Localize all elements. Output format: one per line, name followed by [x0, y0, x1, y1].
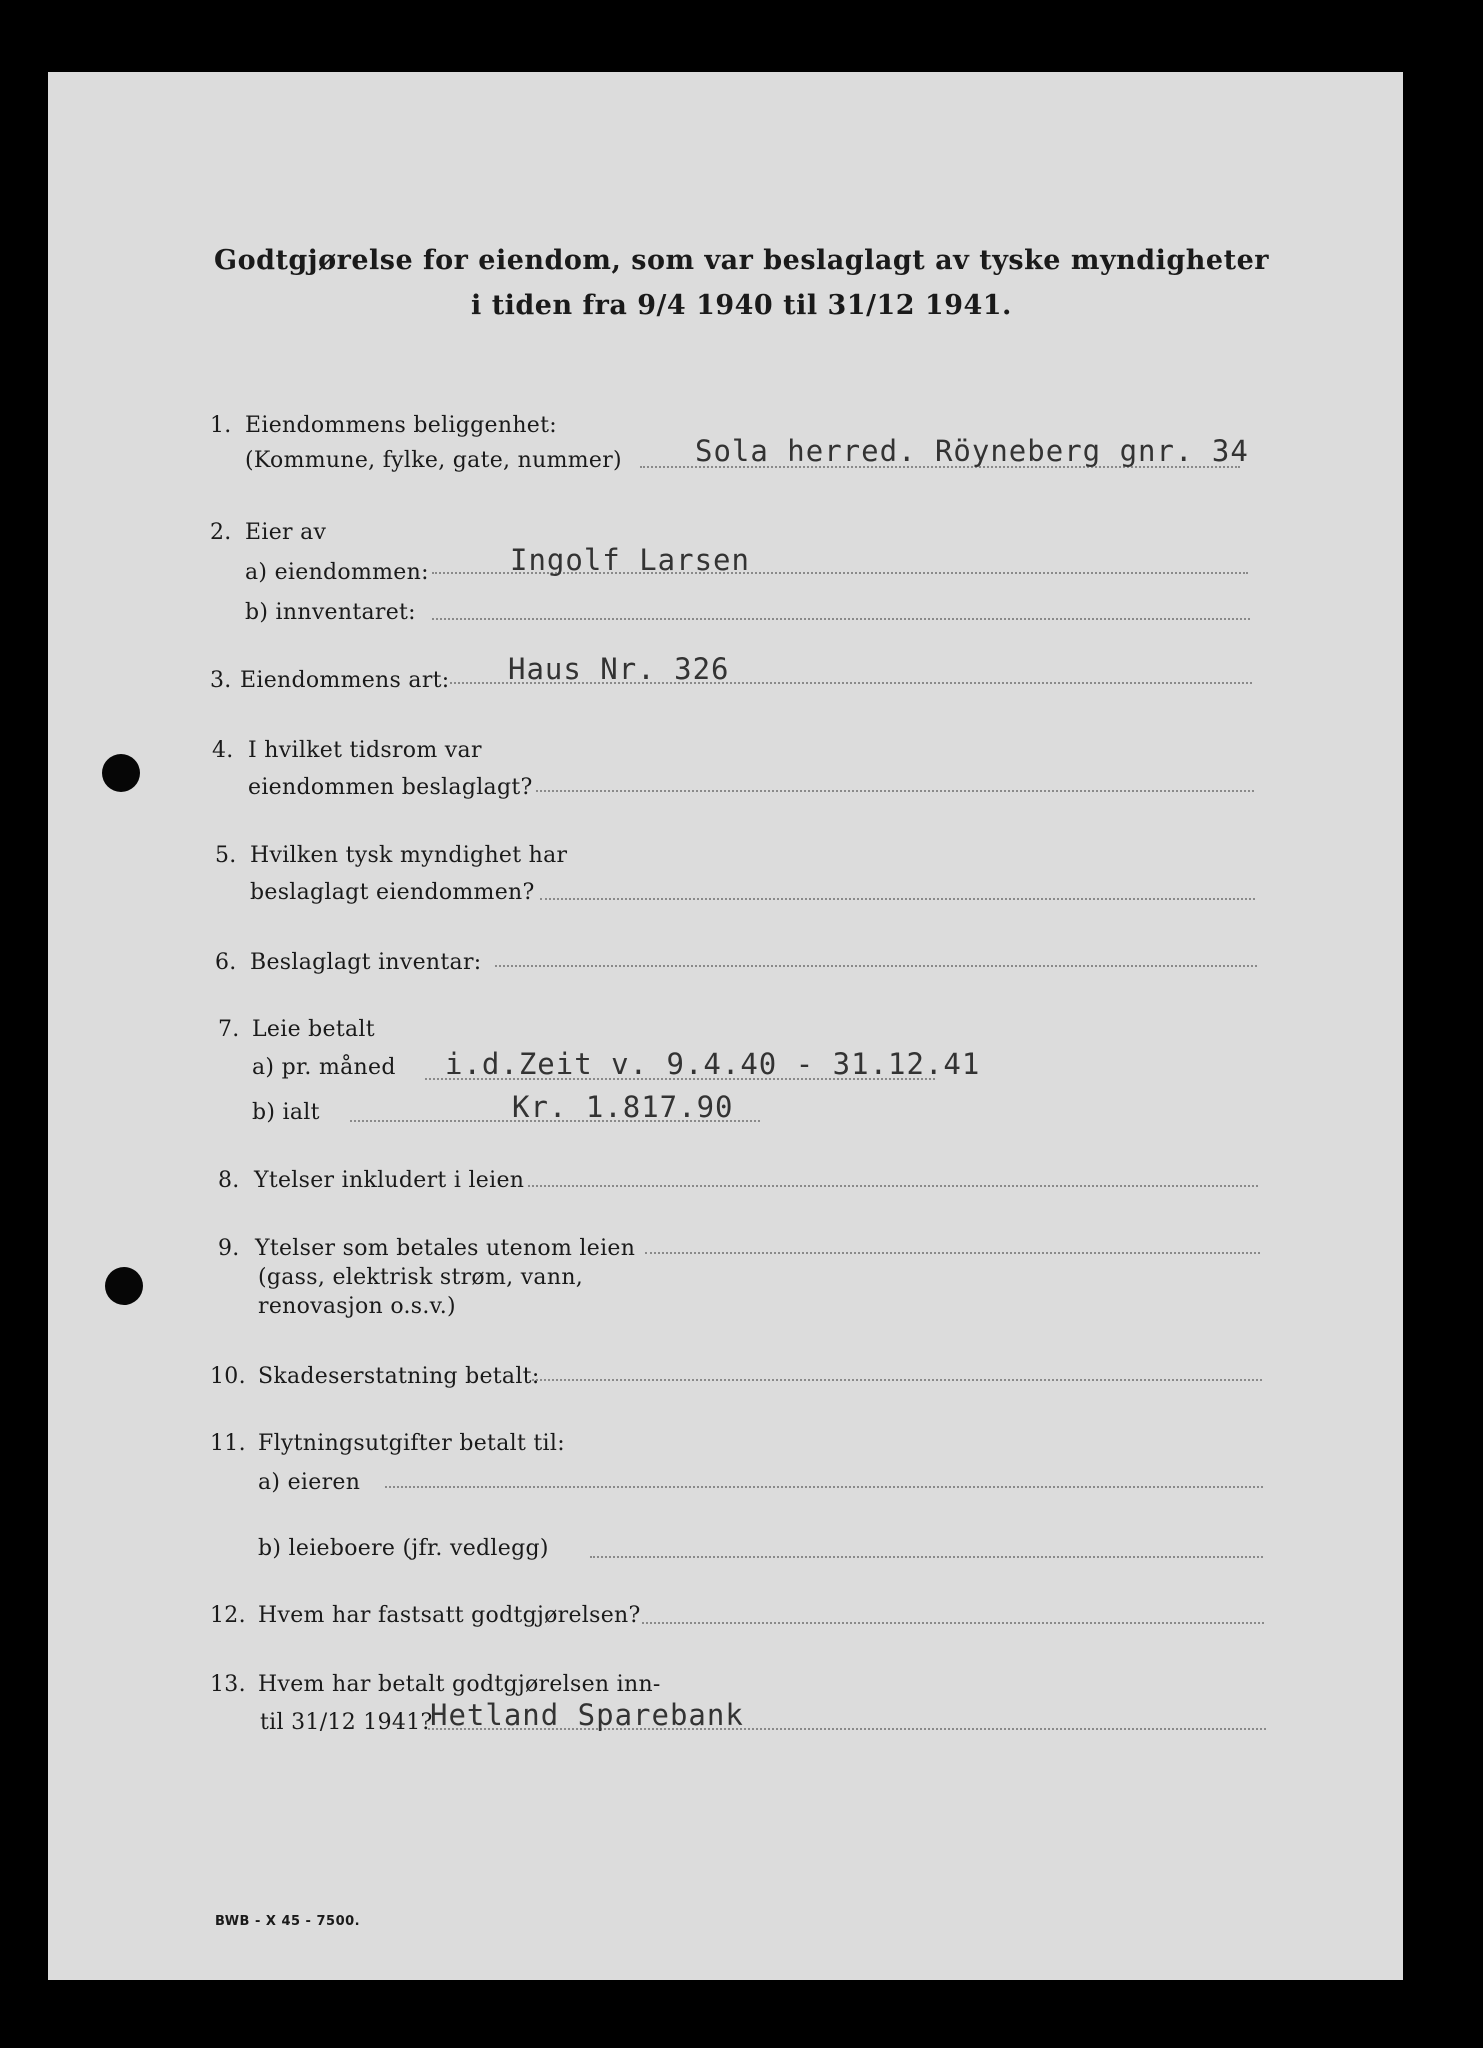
punch-hole-bottom — [105, 1267, 143, 1305]
q4-label: I hvilket tidsrom var — [248, 738, 482, 763]
q5-label: Hvilken tysk myndighet har — [250, 843, 568, 868]
q4-number: 4. — [212, 738, 234, 763]
q7b-label: b) ialt — [252, 1100, 320, 1125]
q12-label: Hvem har fastsatt godtgjørelsen? — [258, 1603, 641, 1628]
q4-answer-line — [536, 790, 1254, 792]
q3-answer: Haus Nr. 326 — [508, 652, 730, 686]
q1-label: Eiendommens beliggenhet: — [245, 413, 557, 438]
q12-number: 12. — [210, 1603, 246, 1628]
q2b-label: b) innventaret: — [245, 600, 416, 625]
q9-label: Ytelser som betales utenom leien — [255, 1236, 636, 1261]
form-title-line-2: i tiden fra 9/4 1940 til 31/12 1941. — [471, 290, 1012, 321]
q8-label: Ytelser inkludert i leien — [254, 1168, 525, 1193]
q11-label: Flytningsutgifter betalt til: — [258, 1431, 565, 1456]
q11b-answer-line — [590, 1556, 1263, 1558]
q6-number: 6. — [215, 950, 237, 975]
q8-number: 8. — [218, 1168, 240, 1193]
q3-number: 3. — [210, 668, 232, 693]
q12-answer-line — [642, 1622, 1264, 1624]
q2a-answer: Ingolf Larsen — [510, 543, 750, 577]
q11a-answer-line — [385, 1486, 1263, 1488]
q9-label-line3: renovasjon o.s.v.) — [258, 1294, 456, 1319]
q1-number: 1. — [210, 413, 232, 438]
q4-label-line2: eiendommen beslaglagt? — [248, 775, 533, 800]
q13-label-line2: til 31/12 1941? — [260, 1710, 433, 1735]
q11b-label: b) leieboere (jfr. vedlegg) — [258, 1536, 549, 1561]
q5-answer-line — [540, 898, 1255, 900]
form-title-line-1: Godtgjørelse for eiendom, som var beslaglagt av tyske myndigheter — [214, 245, 1269, 276]
q2b-answer-line — [432, 618, 1250, 620]
q10-answer-line — [532, 1379, 1262, 1381]
q6-answer-line — [495, 965, 1257, 967]
q13-answer: Hetland Sparebank — [430, 1698, 744, 1732]
q1-sublabel: (Kommune, fylke, gate, nummer) — [245, 448, 622, 473]
q2a-label: a) eiendommen: — [245, 560, 429, 585]
q11-number: 11. — [210, 1431, 246, 1456]
q9-number: 9. — [218, 1236, 240, 1261]
q7a-answer: i.d.Zeit v. 9.4.40 - 31.12.41 — [445, 1047, 981, 1081]
q7-label: Leie betalt — [252, 1017, 375, 1042]
q9-answer-line — [645, 1252, 1260, 1254]
q3-label: Eiendommens art: — [240, 668, 450, 693]
q13-number: 13. — [210, 1672, 246, 1697]
q10-number: 10. — [210, 1364, 246, 1389]
form-code: BWB - X 45 - 7500. — [215, 1914, 361, 1929]
q8-answer-line — [528, 1185, 1258, 1187]
q11a-label: a) eieren — [258, 1470, 361, 1495]
q1-answer: Sola herred. Röyneberg gnr. 34 — [695, 434, 1249, 468]
q7-number: 7. — [218, 1017, 240, 1042]
punch-hole-top — [102, 754, 140, 792]
q13-label: Hvem har betalt godtgjørelsen inn- — [258, 1672, 661, 1697]
q7a-label: a) pr. måned — [252, 1055, 396, 1080]
q10-label: Skadeserstatning betalt: — [258, 1364, 540, 1389]
q5-label-line2: beslaglagt eiendommen? — [250, 880, 535, 905]
q9-label-line2: (gass, elektrisk strøm, vann, — [258, 1265, 584, 1290]
q7b-answer: Kr. 1.817.90 — [512, 1090, 734, 1124]
q2-label: Eier av — [245, 520, 327, 545]
q2-number: 2. — [210, 520, 232, 545]
q5-number: 5. — [215, 843, 237, 868]
q6-label: Beslaglagt inventar: — [250, 950, 482, 975]
